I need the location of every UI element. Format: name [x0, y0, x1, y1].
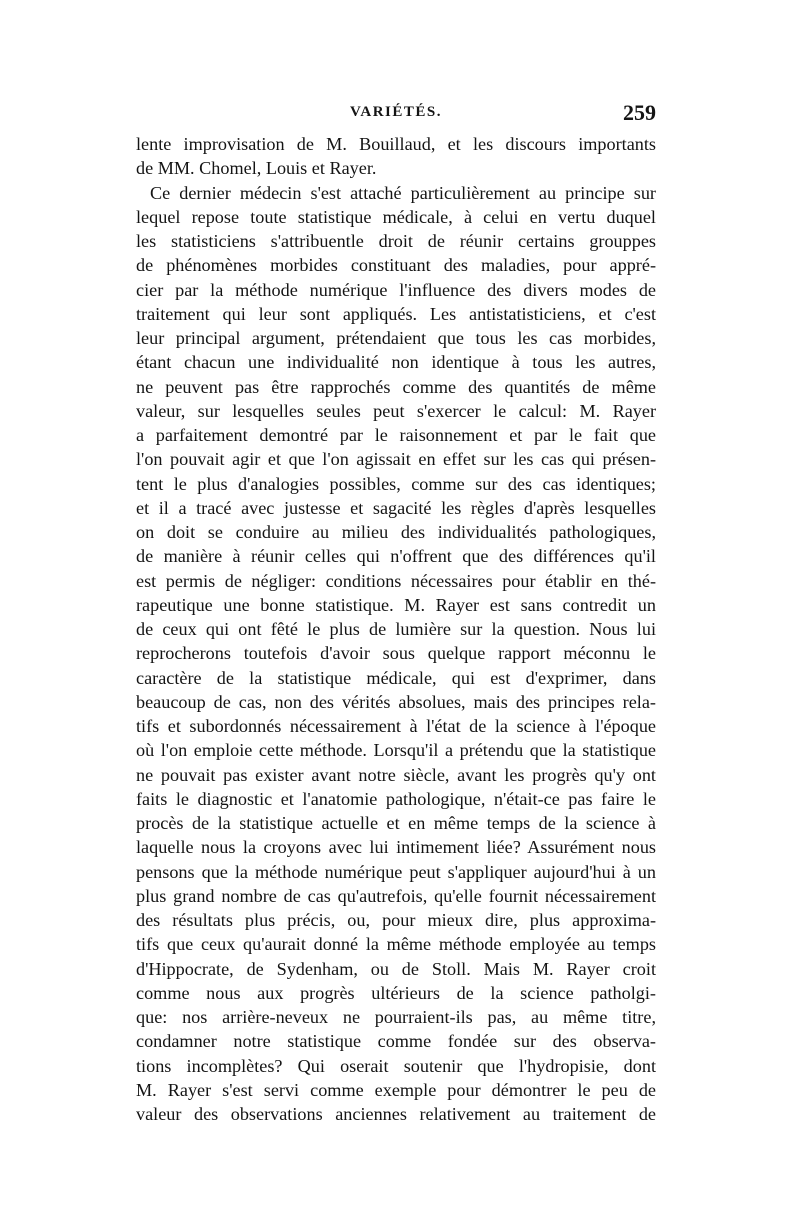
text-line: lequel repose toute statistique médicale, à celui en vertu duquel: [136, 206, 656, 227]
text-line: cier par la méthode numérique l'influence des divers modes de: [136, 279, 656, 300]
text-line: les statisticiens s'attribuentle droit de réunir certains grouppes: [136, 231, 656, 251]
page-number: 259: [623, 100, 656, 125]
text-line: de phénomènes morbides constituant des maladies, pour appré-: [136, 255, 656, 276]
text-line: leur principal argument, prétendaient que tous les cas morbides,: [136, 328, 656, 348]
text-line: on doit se conduire au milieu des individualités pathologiques,: [136, 522, 656, 542]
body-text: [136, 132, 656, 1126]
text-line: condamner notre statistique comme fondée sur des observa-: [136, 1031, 656, 1052]
running-head: VARIÉTÉS.: [349, 104, 442, 120]
text-line: tions incomplètes? Qui oserait soutenir que l'hydropisie, dont: [136, 1055, 656, 1076]
text-line: laquelle nous la croyons avec lui intimement liée? Assurément nous: [136, 837, 656, 858]
text-line: caractère de la statistique médicale, qui est d'exprimer, dans: [136, 667, 656, 688]
text-line: de MM. Chomel, Louis et Rayer.: [136, 158, 377, 179]
text-line: pensons que la méthode numérique peut s'appliquer aujourd'hui à un: [136, 861, 656, 882]
text-line: est permis de négliger: conditions nécessaires pour établir en thé-: [136, 570, 656, 591]
text-line: M. Rayer s'est servi comme exemple pour démontrer le peu de: [136, 1079, 656, 1100]
text-line: ne pouvait pas exister avant notre siècle, avant les progrès qu'y ont: [136, 764, 656, 785]
text-line: tifs et subordonnés nécessairement à l'état de la science à l'époque: [136, 716, 656, 736]
text-line: plus grand nombre de cas qu'autrefois, qu'elle fournit nécessairement: [136, 885, 656, 906]
text-line: de ceux qui ont fêté le plus de lumière sur la question. Nous lui: [136, 619, 656, 639]
text-line: tent le plus d'analogies possibles, comme sur des cas identiques;: [136, 473, 656, 494]
page-header: [136, 100, 656, 128]
text-line: étant chacun une individualité non identique à tous les autres,: [136, 352, 656, 373]
text-line: beaucoup de cas, non des vérités absolues, mais des principes rela-: [136, 691, 656, 712]
text-line: comme nous aux progrès ultérieurs de la science patholgi-: [136, 982, 656, 1003]
text-line: des résultats plus précis, ou, pour mieux dire, plus approxima-: [136, 910, 656, 930]
text-line: tifs que ceux qu'aurait donné la même méthode employée au temps: [136, 934, 656, 955]
text-line: faits le diagnostic et l'anatomie pathologique, n'était-ce pas faire le: [136, 788, 656, 809]
text-line: valeur, sur lesquelles seules peut s'exercer le calcul: M. Rayer: [136, 400, 656, 421]
text-line: traitement qui leur sont appliqués. Les antistatisticiens, et c'est: [136, 303, 656, 324]
text-line: reprocherons toutefois d'avoir sous quelque rapport méconnu le: [136, 643, 656, 664]
text-line: l'on pouvait agir et que l'on agissait en effet sur les cas qui présen-: [136, 449, 656, 470]
text-line: d'Hippocrate, de Sydenham, ou de Stoll. Mais M. Rayer croit: [136, 958, 656, 979]
text-line: et il a tracé avec justesse et sagacité les règles d'après lesquelles: [136, 497, 656, 518]
text-line: lente improvisation de M. Bouillaud, et les discours importants: [136, 134, 656, 154]
text-line: ne peuvent pas être rapprochés comme des quantités de même: [136, 376, 656, 397]
text-line: que: nos arrière-neveux ne pourraient-ils pas, au même titre,: [136, 1007, 656, 1027]
text-line: valeur des observations anciennes relativement au traitement de: [136, 1104, 656, 1124]
text-line: rapeutique une bonne statistique. M. Rayer est sans contredit un: [136, 594, 656, 615]
text-line: de manière à réunir celles qui n'offrent que des différences qu'il: [136, 546, 656, 567]
text-line: Ce dernier médecin s'est attaché particulièrement au principe sur: [150, 182, 656, 203]
text-line: a parfaitement demontré par le raisonnement et par le fait que: [136, 425, 656, 445]
text-line: où l'on emploie cette méthode. Lorsqu'il a prétendu que la statistique: [136, 740, 656, 761]
text-line: procès de la statistique actuelle et en même temps de la science à: [136, 813, 656, 833]
